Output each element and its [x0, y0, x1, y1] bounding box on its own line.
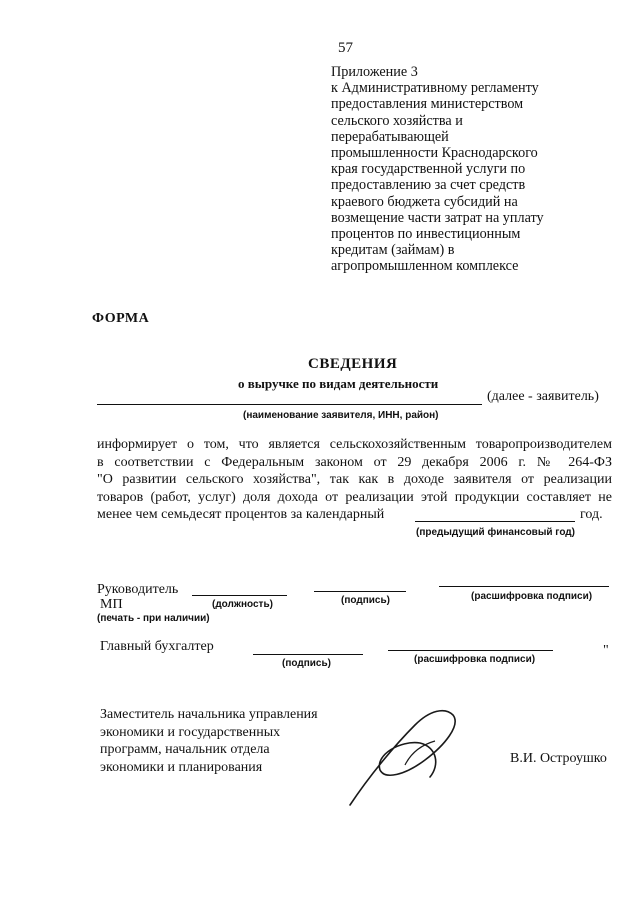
appendix-line: Приложение 3: [331, 64, 418, 80]
body-line-year: [97, 506, 612, 524]
body-line: "О развитии сельского хозяйства", так как в доходе заявителя от реализации: [97, 472, 612, 487]
signer-position-line: Заместитель начальника управления: [100, 707, 318, 722]
mp-label: МП: [100, 597, 123, 612]
head-label: Руководитель: [97, 582, 179, 597]
appendix-header: [331, 64, 586, 275]
applicant-name-field[interactable]: [97, 404, 482, 405]
handwritten-signature: [345, 705, 465, 810]
document-title: СВЕДЕНИЯ: [308, 356, 398, 372]
position-hint: (должность): [212, 599, 273, 610]
appendix-line: края государственной услуги по: [331, 161, 526, 178]
document-subtitle: о выручке по видам деятельности: [238, 376, 439, 391]
accountant-signature-field[interactable]: [253, 654, 363, 655]
accountant-signature-hint: (подпись): [282, 658, 331, 669]
signer-name: В.И. Остроушко: [510, 751, 607, 766]
body-line: информирует о том, что является сельскохозяйственным товаропроизводителем: [97, 437, 612, 452]
applicant-suffix: (далее - заявитель): [487, 389, 599, 404]
appendix-line: сельского хозяйства и: [331, 112, 463, 129]
body-line-end: год.: [580, 507, 603, 522]
quote-mark: ": [603, 643, 609, 658]
body-line: в соответствии с Федеральным законом от 29 декабря 2006 г. № 264-ФЗ: [97, 454, 612, 470]
appendix-line: предоставления министерством: [331, 96, 524, 113]
seal-hint: (печать - при наличии): [97, 613, 210, 624]
year-hint: (предыдущий финансовый год): [416, 527, 575, 538]
body-paragraph: [97, 436, 612, 524]
head-signature-field[interactable]: [314, 591, 406, 592]
signature-hint: (подпись): [341, 595, 390, 606]
accountant-transcript-hint: (расшифровка подписи): [414, 654, 536, 665]
body-line: менее чем семьдесят процентов за календарный: [97, 507, 385, 522]
appendix-line: возмещение части затрат на уплату: [331, 209, 544, 226]
page-number: 57: [338, 40, 353, 56]
signer-position: [100, 706, 318, 776]
appendix-line: к Административному регламенту: [331, 80, 539, 97]
accountant-label: Главный бухгалтер: [100, 639, 214, 654]
appendix-line: кредитам (займам) в: [331, 242, 455, 259]
appendix-line: процентов по инвестиционным: [331, 226, 521, 243]
signer-position-line: программ, начальник отдела: [100, 742, 270, 757]
head-position-field[interactable]: [192, 595, 287, 596]
body-line: товаров (работ, услуг) доля дохода от реализации этой продукции составляет не: [97, 489, 612, 505]
signer-position-line: экономики и планирования: [100, 759, 263, 775]
accountant-transcript-field[interactable]: [388, 650, 553, 651]
appendix-line: агропромышленном комплексе: [331, 258, 519, 275]
year-field[interactable]: [415, 521, 575, 522]
appendix-line: перерабатывающей: [331, 128, 449, 145]
appendix-line: краевого бюджета субсидий на: [331, 193, 518, 210]
appendix-line: предоставлению за счет средств: [331, 177, 526, 194]
transcript-hint: (расшифровка подписи): [471, 591, 593, 602]
form-label: ФОРМА: [92, 311, 150, 326]
appendix-line: промышленности Краснодарского: [331, 145, 538, 162]
applicant-hint: (наименование заявителя, ИНН, район): [243, 410, 439, 421]
head-transcript-field[interactable]: [439, 586, 609, 587]
signer-position-line: экономики и государственных: [100, 724, 281, 740]
